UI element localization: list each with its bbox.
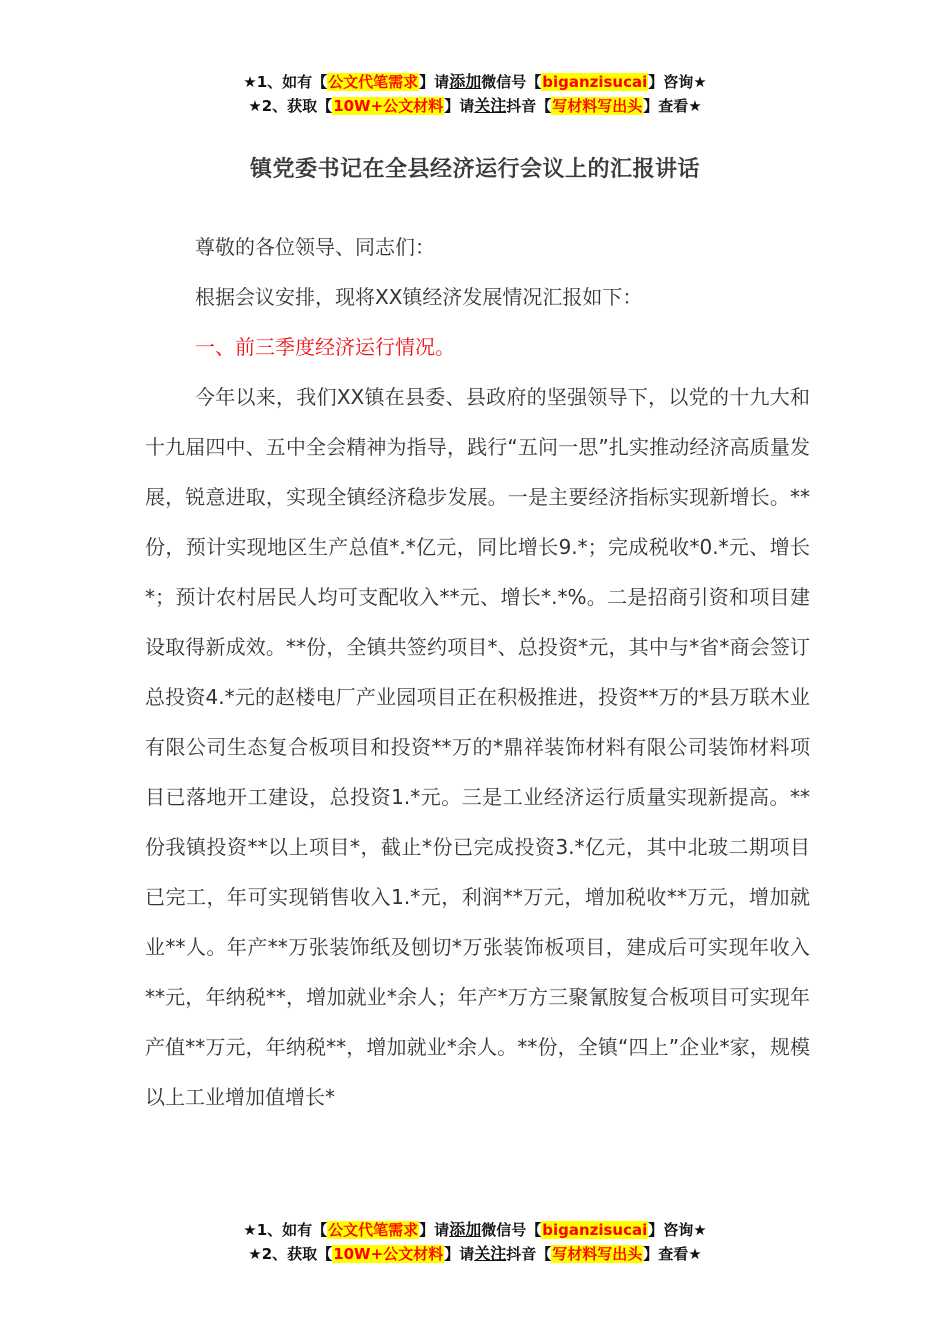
banner-underline: 关注 [474, 96, 507, 115]
banner-text: 】请 [444, 1245, 475, 1263]
banner-text: ★2、获取【 [248, 1245, 333, 1263]
body-paragraph: 今年以来，我们XX镇在县委、县政府的坚强领导下，以党的十九大和十九届四中、五中全会精神为指导，践行“五问一思”扎实推动经济高质量发展，锐意进取，实现全镇经济稳步发展。一是主要经济指标实现新增长。**份，预计实现地区生产总值*.*亿元，同比增长9.*；完成税收*0.*元、增长*；预计农村居民人均可支配收入**元、增长*.*%。二是招商引资和项目建设取得新成效。**份，全镇共签约项目*、总投资*元，其中与*省*商会签订总投资4.*元的赵楼电厂产业园项目正在积极推进，投资**万的*县万联木业有限公司生态复合板项目和投资**万的*鼎祥装饰材料有限公司装饰材料项目已落地开工建设，总投资1.*元。三是工业经济运行质量实现新提高。**份我镇投资**以上项目*，截止*份已完成投资3.*亿元，其中北玻二期项目已完工，年可实现销售收入1.*元，利润**万元，增加税收**万元，增加就业**人。年产**万张装饰纸及刨切*万张装饰板项目，建成后可实现年收入**元，年纳税**，增加就业*余人；年产*万方三聚氰胺复合板项目可实现年产值**万元，年纳税**，增加就业*余人。**份，全镇“四上”企业*家，规模以上工业增加值增长* [145, 385, 810, 1109]
document-body [145, 222, 810, 1122]
banner-line-1 [0, 70, 950, 94]
banner-text: 】请 [419, 1221, 450, 1239]
intro-paragraph: 根据会议安排，现将XX镇经济发展情况汇报如下： [195, 285, 643, 309]
banner-text: ★2、获取【 [248, 97, 333, 115]
banner-text: 】查看★ [643, 1245, 702, 1263]
banner-text: 】请 [444, 97, 475, 115]
banner-line-2 [0, 1242, 950, 1266]
banner-highlight-douyin-id: 写材料写出头 [552, 1245, 643, 1263]
banner-text: 抖音【 [506, 97, 552, 115]
banner-text: 】咨询★ [648, 1221, 707, 1239]
banner-highlight-douyin-id: 写材料写出头 [552, 97, 643, 115]
banner-text: ★1、如有【 [243, 1221, 328, 1239]
greeting-paragraph: 尊敬的各位领导、同志们： [195, 235, 435, 259]
banner-text: 】查看★ [643, 97, 702, 115]
banner-text: 抖音【 [506, 1245, 552, 1263]
section-heading: 一、前三季度经济运行情况。 [195, 335, 455, 359]
banner-text: ★1、如有【 [243, 73, 328, 91]
banner-line-2 [0, 94, 950, 118]
banner-text: 】请 [419, 73, 450, 91]
banner-underline: 添加 [449, 1220, 482, 1239]
banner-text: 】咨询★ [648, 73, 707, 91]
footer-banner [0, 1218, 950, 1266]
header-banner [0, 70, 950, 118]
document-title: 镇党委书记在全县经济运行会议上的汇报讲话 [249, 157, 700, 182]
banner-highlight: 10W+公文材料 [333, 1245, 444, 1263]
banner-underline: 添加 [449, 72, 482, 91]
banner-highlight: 10W+公文材料 [333, 97, 444, 115]
banner-underline: 关注 [474, 1244, 507, 1263]
banner-highlight: 公文代笔需求 [328, 73, 419, 91]
banner-highlight: 公文代笔需求 [328, 1221, 419, 1239]
banner-highlight-wechat-id: biganzisucai [542, 1221, 648, 1239]
banner-text: 微信号【 [481, 73, 542, 91]
banner-text: 微信号【 [481, 1221, 542, 1239]
banner-line-1 [0, 1218, 950, 1242]
banner-highlight-wechat-id: biganzisucai [542, 73, 648, 91]
